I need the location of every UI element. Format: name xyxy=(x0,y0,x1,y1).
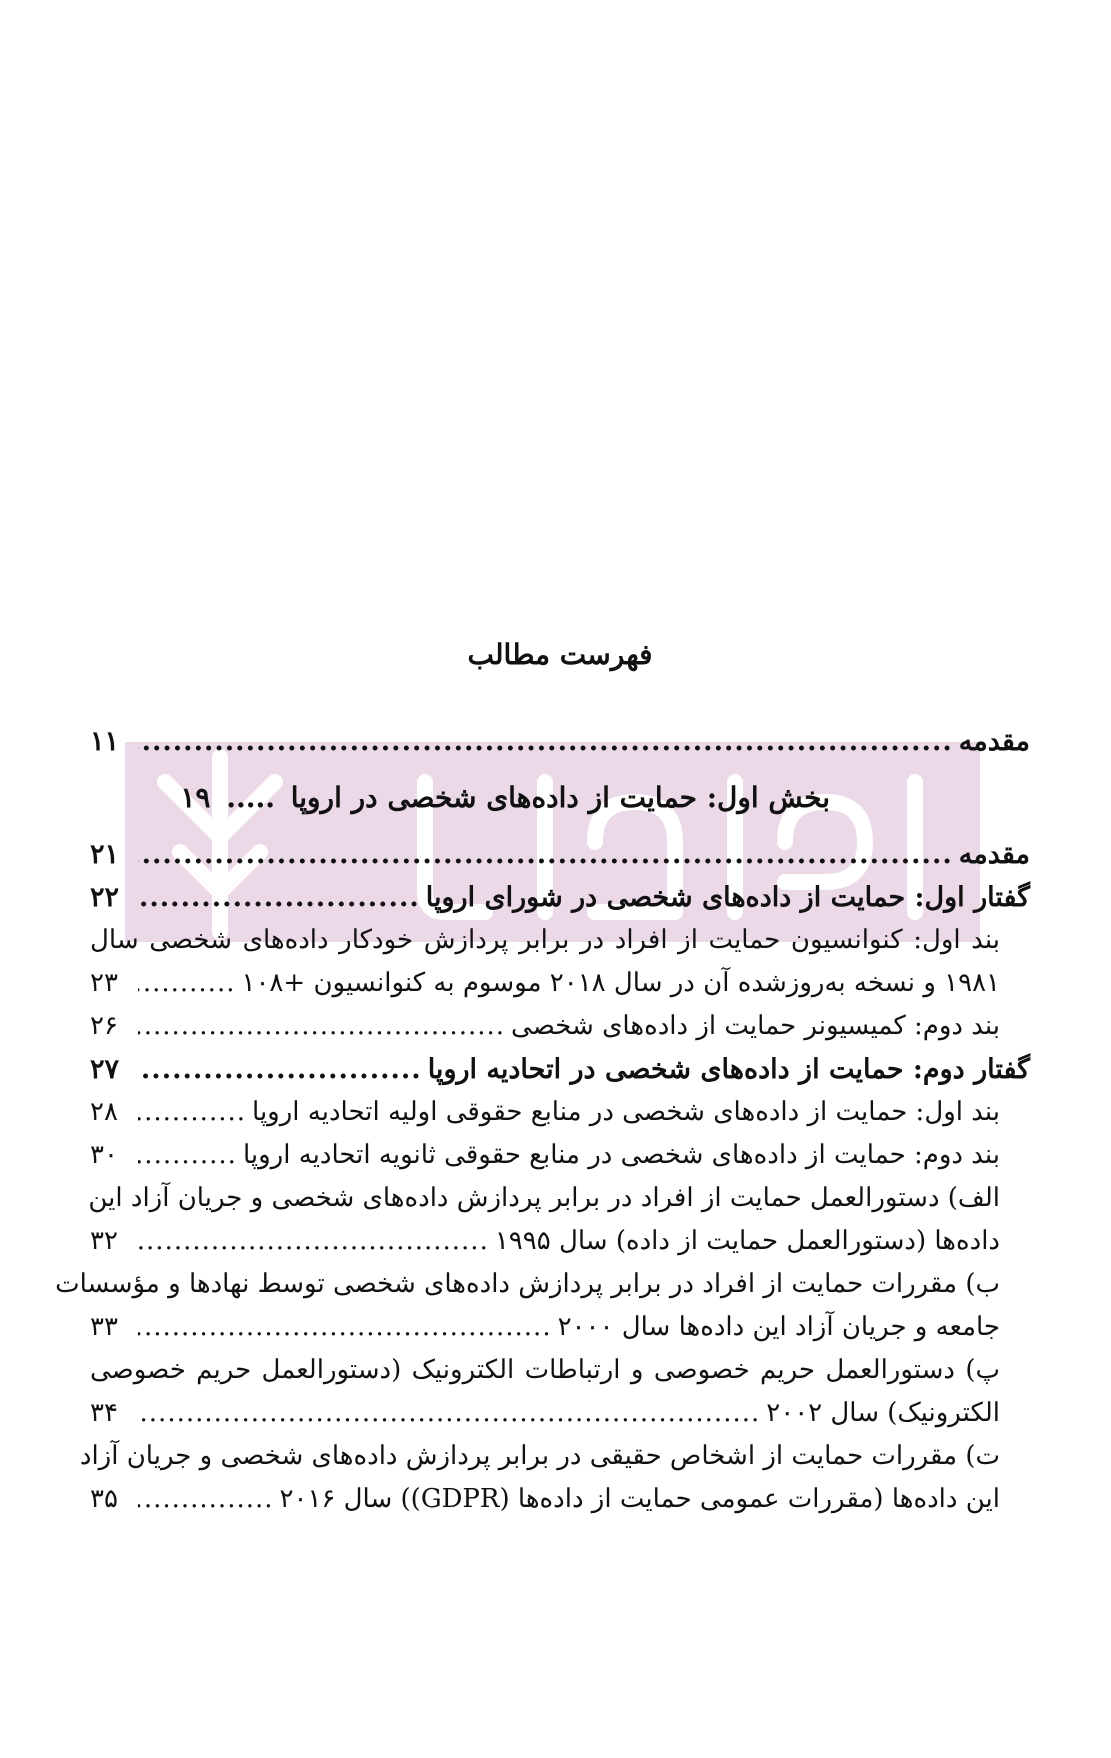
toc-label-line-1: ب) مقررات حمایت از افراد در برابر پردازش داده‌های شخصی توسط نهادها و مؤسسات xyxy=(55,1269,1000,1299)
toc-label: مقدمه xyxy=(958,839,1030,870)
dot-leader xyxy=(138,1306,552,1349)
toc-entry-intro-2[interactable] xyxy=(90,833,1030,876)
toc-entry-chapter-1[interactable] xyxy=(90,876,1030,919)
toc-entry-chapter-1-section-1[interactable] xyxy=(90,919,1030,1005)
page-title: فهرست مطالب xyxy=(467,638,653,671)
dot-leader xyxy=(138,1134,237,1177)
toc-page-number: ۲۶ xyxy=(90,1011,118,1041)
toc-label-line-2: ۱۹۸۱ و نسخه به‌روزشده آن در سال ۲۰۱۸ موسوم به کنوانسیون +۱۰۸ xyxy=(241,968,1000,998)
dot-leader xyxy=(138,1478,274,1521)
dot-leader: ..... xyxy=(226,781,275,814)
toc-page-number: ۳۳ xyxy=(90,1312,118,1342)
toc-entry-item-a[interactable] xyxy=(90,1177,1030,1263)
toc-page-number: ۳۲ xyxy=(90,1226,118,1256)
toc-entry-item-b[interactable] xyxy=(55,1263,1030,1349)
toc-page-number: ۳۰ xyxy=(90,1140,118,1170)
toc-entry-part-1[interactable] xyxy=(90,763,1030,833)
toc-page-number: ۲۳ xyxy=(90,968,118,998)
table-of-contents xyxy=(55,720,1030,1521)
toc-label: بند دوم: حمایت از داده‌های شخصی در منابع حقوقی ثانویه اتحادیه اروپا xyxy=(242,1140,1000,1170)
toc-entry-item-t[interactable] xyxy=(79,1435,1030,1521)
toc-label: بخش اول: حمایت از داده‌های شخصی در اروپا xyxy=(290,781,830,814)
toc-page-number: ۱۹ xyxy=(180,781,211,814)
toc-entry-item-p[interactable] xyxy=(90,1349,1030,1435)
toc-label: مقدمه xyxy=(958,726,1030,757)
dot-leader xyxy=(138,1091,246,1134)
toc-line-2 xyxy=(90,1220,1030,1263)
toc-entry-chapter-2-section-2[interactable] xyxy=(90,1134,1030,1177)
toc-label-line-1: ت) مقررات حمایت از اشخاص حقیقی در برابر پردازش داده‌های شخصی و جریان آزاد xyxy=(79,1441,1000,1471)
toc-label: گفتار دوم: حمایت از داده‌های شخصی در اتحادیه اروپا xyxy=(427,1054,1030,1085)
toc-page-number: ۳۵ xyxy=(90,1484,118,1514)
toc-label-line-2: این داده‌ها (مقررات عمومی حمایت از داده‌ها (GDPR)) سال ۲۰۱۶ xyxy=(279,1484,1000,1514)
dot-leader xyxy=(138,962,235,1005)
toc-page xyxy=(55,0,1030,1758)
toc-label-line-1: پ) دستورالعمل حریم خصوصی و ارتباطات الکترونیک (دستورالعمل حریم خصوصی xyxy=(90,1355,1000,1385)
toc-entry-chapter-2-section-1[interactable] xyxy=(90,1091,1030,1134)
toc-line-2 xyxy=(90,1392,1030,1435)
toc-label-line-2: جامعه و جریان آزاد این داده‌ها سال ۲۰۰۰ xyxy=(557,1312,1000,1342)
toc-page-number: ۳۴ xyxy=(90,1398,118,1428)
dot-leader xyxy=(138,1392,760,1435)
toc-entry-chapter-2[interactable] xyxy=(90,1048,1030,1091)
toc-label: بند دوم: کمیسیونر حمایت از داده‌های شخصی xyxy=(511,1011,1000,1041)
dot-leader xyxy=(138,720,953,763)
toc-page-number: ۲۲ xyxy=(90,882,120,913)
toc-label: گفتار اول: حمایت از داده‌های شخصی در شورای اروپا xyxy=(425,882,1030,913)
toc-page-number: ۲۱ xyxy=(90,839,120,870)
dot-leader xyxy=(138,876,420,919)
dot-leader xyxy=(138,1048,422,1091)
dot-leader xyxy=(138,1005,505,1048)
toc-line-2 xyxy=(90,1478,1030,1521)
toc-label-line-2: الکترونیک) سال ۲۰۰۲ xyxy=(766,1398,1000,1428)
toc-page-number: ۲۸ xyxy=(90,1097,118,1127)
toc-line-2 xyxy=(90,962,1030,1005)
toc-label-line-1: الف) دستورالعمل حمایت از افراد در برابر پردازش داده‌های شخصی و جریان آزاد این xyxy=(88,1183,1000,1213)
toc-page-number: ۲۷ xyxy=(90,1054,120,1085)
toc-entry-intro[interactable] xyxy=(90,720,1030,763)
toc-label: بند اول: حمایت از داده‌های شخصی در منابع حقوقی اولیه اتحادیه اروپا xyxy=(252,1097,1000,1127)
toc-page-number: ۱۱ xyxy=(90,726,120,757)
dot-leader xyxy=(138,1220,489,1263)
toc-label-line-2: داده‌ها (دستورالعمل حمایت از داده) سال ۱۹۹۵ xyxy=(494,1226,1000,1256)
dot-leader xyxy=(138,833,953,876)
toc-entry-chapter-1-section-2[interactable] xyxy=(90,1005,1030,1048)
toc-label-line-1: بند اول: کنوانسیون حمایت از افراد در برابر پردازش خودکار داده‌های شخصی سال xyxy=(90,925,1000,955)
toc-line-2 xyxy=(90,1306,1030,1349)
